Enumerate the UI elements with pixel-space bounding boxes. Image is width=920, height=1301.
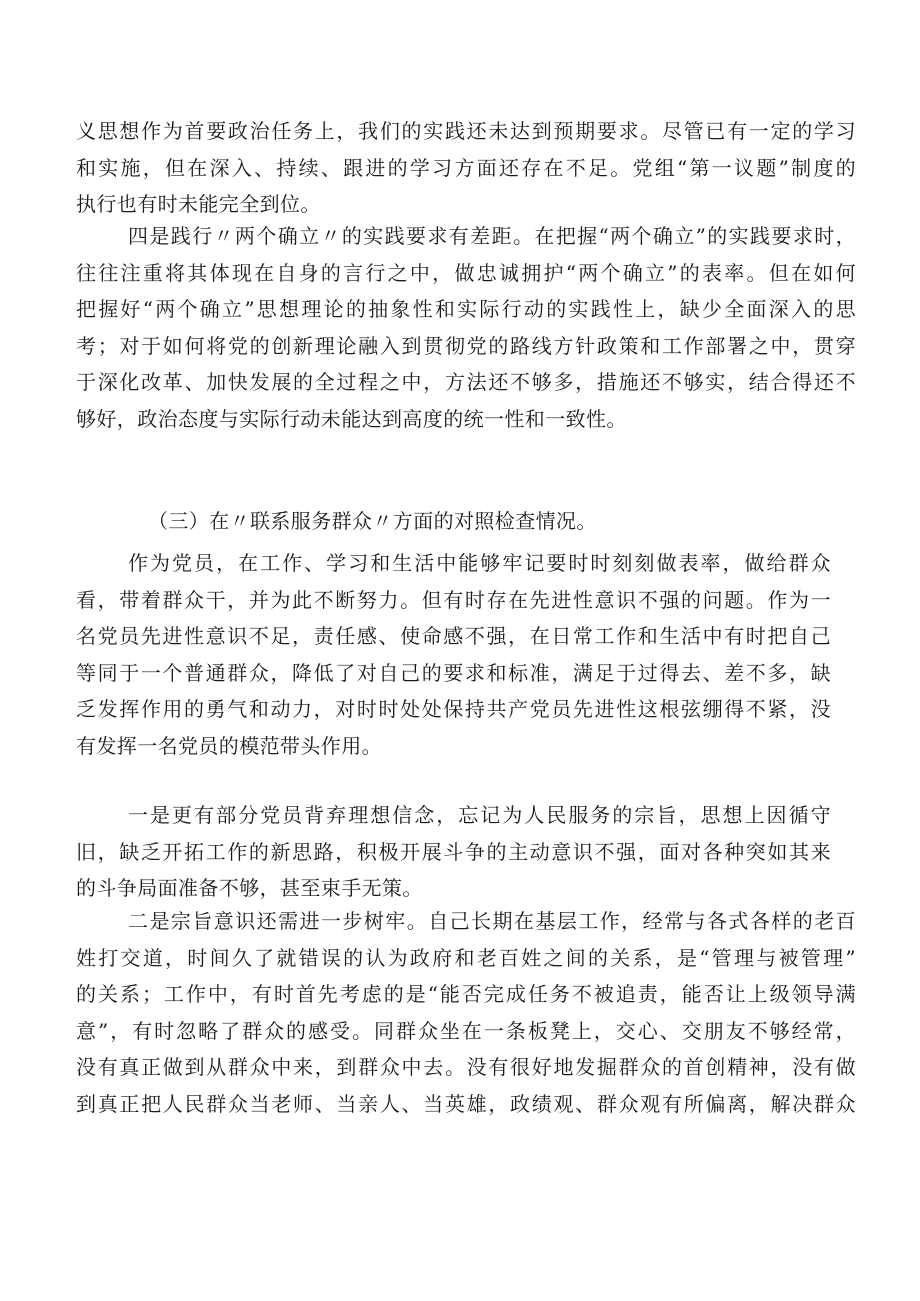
text-line: 乏发挥作用的勇气和动力，对时时处处保持共产党员先进性这根弦绷得不紧，没 <box>76 697 831 721</box>
text-line: 名党员先进性意识不足，责任感、使命感不强，在日常工作和生活中有时把自己 <box>76 624 831 648</box>
text-line: 把握好“两个确立”思想理论的抽象性和实际行动的实践性上，缺少全面深入的思 <box>76 297 856 321</box>
paragraph-point-one <box>76 797 831 907</box>
text-line: 的斗争局面准备不够，甚至束手无策。 <box>76 876 423 900</box>
section-heading <box>76 503 856 540</box>
text-line: 够好，政治态度与实际行动未能达到高度的统一性和一致性。 <box>76 406 627 431</box>
text-line: 等同于一个普通群众，降低了对自己的要求和标准，满足于过得去、差不多，缺 <box>76 660 831 685</box>
text-line: 意”，有时忽略了群众的感受。同群众坐在一条板凳上，交心、交朋友不够经常， <box>76 1018 856 1043</box>
text-line: 一是更有部分党员背弃理想信念，忘记为人民服务的宗旨，思想上因循守 <box>128 803 831 827</box>
text-line: 有发挥一名党员的模范带头作用。 <box>76 733 382 758</box>
text-line: 和实施，但在深入、持续、跟进的学习方面还存在不足。党组“第一议题”制度的 <box>76 155 856 180</box>
paragraph-point-two <box>76 903 856 1122</box>
text-line: 看，带着群众干，并为此不断努力。但有时存在先进性意识不强的问题。作为一 <box>76 587 831 612</box>
text-line: 往往注重将其体现在自身的言行之中，做忠诚拥护“两个确立”的表率。但在如何 <box>76 260 856 285</box>
text-line: 到真正把人民群众当老师、当亲人、当英雄，政绩观、群众观有所偏离，解决群众 <box>76 1091 856 1116</box>
text-line: 姓打交道，时间久了就错误的认为政府和老百姓之间的关系，是“管理与被管理” <box>76 945 856 970</box>
section-heading-text: （三）在〃联系服务群众〃方面的对照检查情况。 <box>148 509 597 533</box>
text-line: 二是宗旨意识还需进一步树牢。自己长期在基层工作，经常与各式各样的老百 <box>128 909 856 933</box>
paragraph-point-four <box>76 218 856 437</box>
paragraph-study-implementation <box>76 113 856 223</box>
text-line: 四是践行〃两个确立〃的实践要求有差距。在把握“两个确立”的实践要求时， <box>128 224 856 248</box>
paragraph-party-member-role <box>76 545 831 764</box>
text-line: 执行也有时未能完全到位。 <box>76 192 321 216</box>
text-line: 义思想作为首要政治任务上，我们的实践还未达到预期要求。尽管已有一定的学习 <box>76 119 856 143</box>
text-line: 的关系；工作中，有时首先考虑的是“能否完成任务不被追责，能否让上级领导满 <box>76 982 856 1006</box>
text-line: 作为党员，在工作、学习和生活中能够牢记要时时刻刻做表率，做给群众 <box>128 551 831 575</box>
text-line: 考；对于如何将党的创新理论融入到贯彻党的路线方针政策和工作部署之中，贯穿 <box>76 333 856 358</box>
text-line: 没有真正做到从群众中来，到群众中去。没有很好地发掘群众的首创精神，没有做 <box>76 1055 856 1079</box>
text-line: 于深化改革、加快发展的全过程之中，方法还不够多，措施还不够实，结合得还不 <box>76 370 856 394</box>
text-line: 旧，缺乏开拓工作的新思路，积极开展斗争的主动意识不强，面对各种突如其来 <box>76 839 831 864</box>
